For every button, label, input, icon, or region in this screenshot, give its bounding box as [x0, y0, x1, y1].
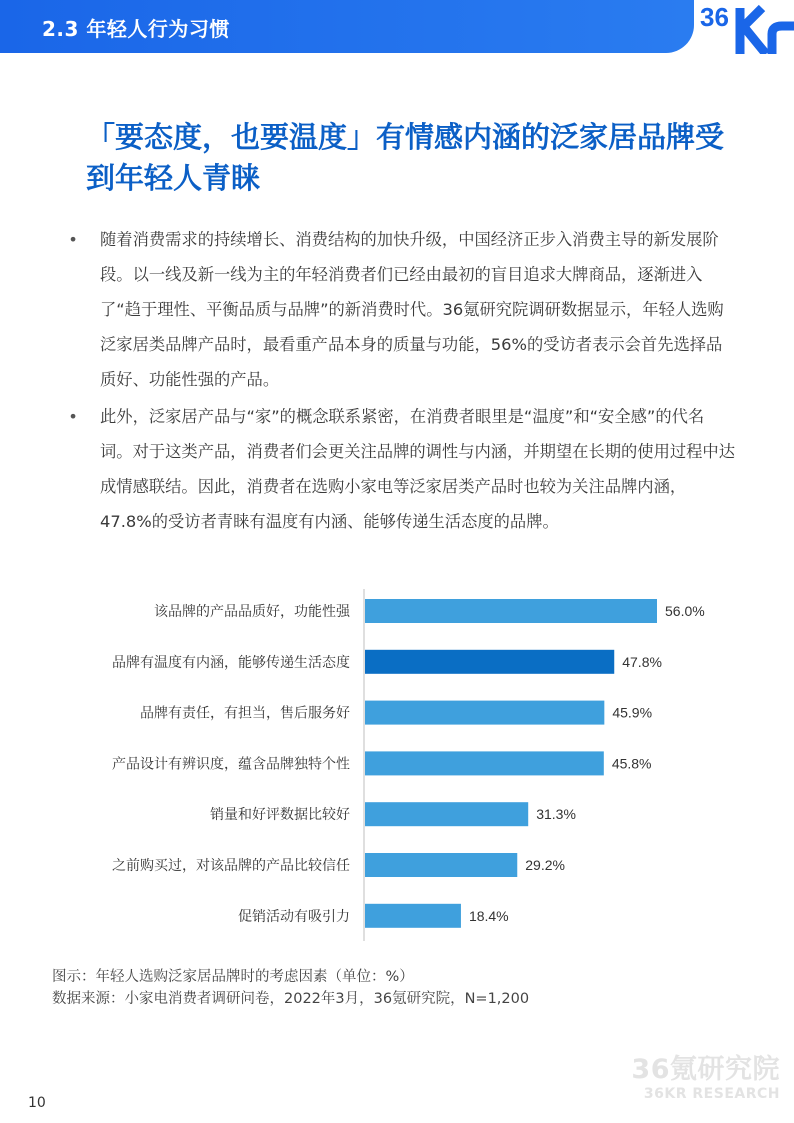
svg-text:36: 36: [700, 2, 729, 32]
header-bar: [0, 0, 694, 53]
bar-chart-svg: [0, 585, 794, 945]
value-label: 18.4%: [468, 907, 509, 924]
category-label: 品牌有责任，有担当，售后服务好: [140, 705, 350, 722]
bar: [365, 650, 614, 674]
bullet-item: [66, 222, 736, 397]
watermark-en: 36KR RESEARCH: [643, 1086, 780, 1102]
bullet-dot-icon: •: [68, 407, 78, 426]
category-label: 该品牌的产品品质好，功能性强: [154, 604, 350, 620]
section-title: 2.3 年轻人行为习惯: [42, 17, 230, 41]
36kr-logo: [700, 0, 794, 54]
value-label: 45.8%: [611, 755, 652, 772]
value-label: 31.3%: [536, 806, 576, 823]
bar: [365, 599, 657, 623]
bar-chart: [0, 585, 794, 945]
bullet-list: [66, 222, 736, 541]
bar: [365, 701, 604, 725]
bar: [365, 751, 604, 775]
category-label: 销量和好评数据比较好: [210, 807, 350, 824]
value-label: 29.2%: [525, 857, 565, 873]
category-label: 促销活动有吸引力: [238, 908, 350, 925]
watermark-cn: 36氪研究院: [631, 1054, 780, 1085]
bullet-text: 此外，泛家居产品与“家”的概念联系紧密，在消费者眼里是“温度”和“安全感”的代名词。对于这类产品，消费者们会更关注品牌的调性与内涵，并期望在长期的使用过程中达成情感联结。因此，消费者在选购小家电等泛家居类产品时也较为关注品牌内涵，47.8%的受访者青睐有温度有内涵、能够传递生活态度的品牌。: [100, 407, 735, 531]
bar: [365, 853, 517, 877]
category-label: 之前购买过，对该品牌的产品比较信任: [112, 858, 350, 874]
bullet-text: 随着消费需求的持续增长、消费结构的加快升级，中国经济正步入消费主导的新发展阶段。以一线及新一线为主的年轻消费者们已经由最初的盲目追求大牌商品，逐渐进入了“趋于理性、平衡品质与品牌”的新消费时代。36氪研究院调研数据显示，年轻人选购泛家居类品牌产品时，最看重产品本身的质量与功能，56%的受访者表示会首先选择品质好、功能性强的产品。: [100, 230, 724, 389]
caption-source: 数据来源：小家电消费者调研问卷，2022年3月，36氪研究院，N=1,200: [52, 991, 530, 1007]
value-label: 56.0%: [665, 603, 705, 619]
category-label: 品牌有温度有内涵，能够传递生活态度: [112, 654, 350, 671]
figure-caption: [52, 966, 529, 1010]
page-number: 10: [28, 1095, 46, 1111]
bar: [365, 904, 461, 928]
bullet-item: [66, 399, 736, 539]
value-label: 45.9%: [612, 704, 653, 721]
category-label: 产品设计有辨识度，蕴含品牌独特个性: [112, 756, 350, 773]
caption-figure: 图示：年轻人选购泛家居品牌时的考虑因素（单位：%）: [52, 969, 414, 985]
main-title: 「要态度，也要温度」有情感内涵的泛家居品牌受到年轻人青睐: [86, 120, 725, 195]
research-watermark: [630, 1055, 780, 1103]
bullet-dot-icon: •: [68, 230, 78, 249]
value-label: 47.8%: [622, 653, 662, 670]
bar: [365, 802, 528, 826]
